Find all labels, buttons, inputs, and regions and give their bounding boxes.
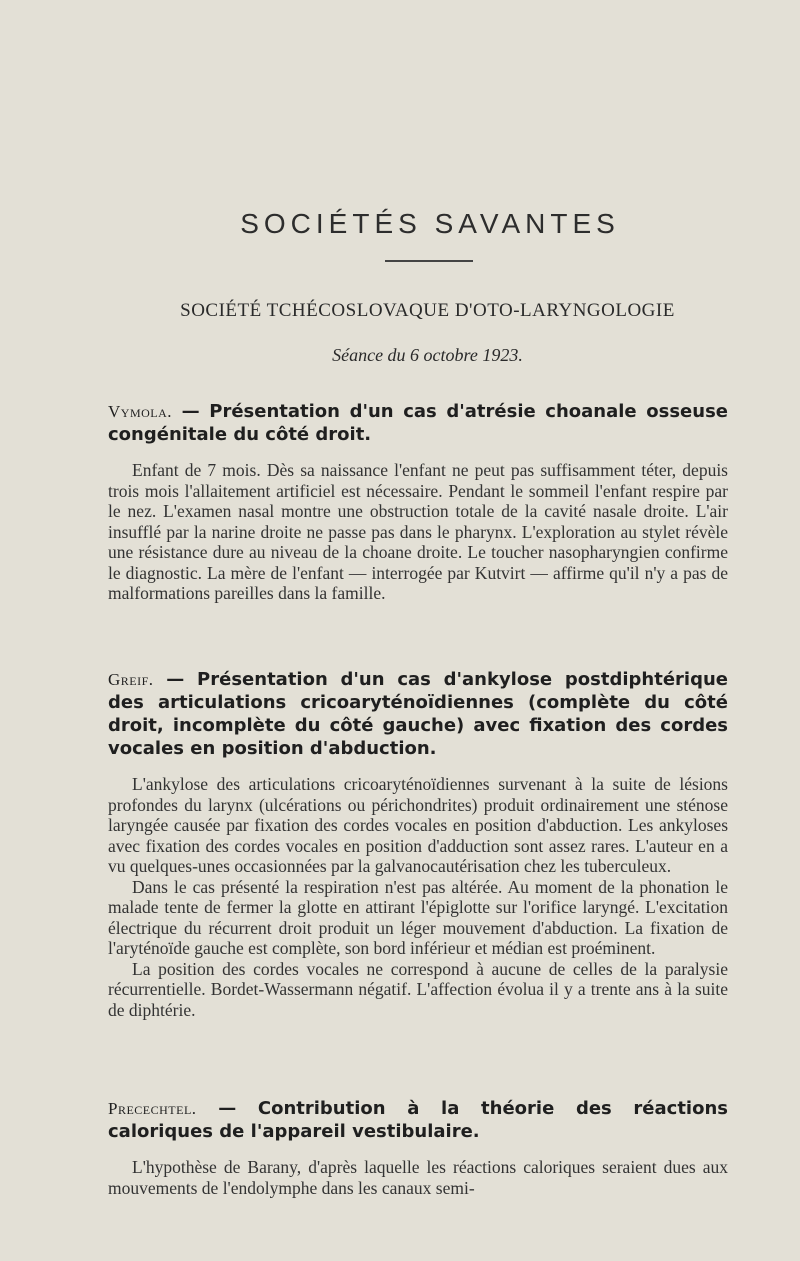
paragraph: La position des cordes vocales ne correspond à aucune de celles de la paralysie récurrentielle. Bordet-Wassermann négatif. L'affection évolua il y a trente ans à la suite de diphtérie. <box>108 958 728 1020</box>
section-title: — Contribution à la théorie des réactions caloriques de l'appareil vestibulaire. <box>108 1098 728 1142</box>
session-date: Séance du 6 octobre 1923. <box>332 345 523 365</box>
section-title: — Présentation d'un cas d'atrésie choanale osseuse congénitale du côté droit. <box>108 401 728 445</box>
section-vymola <box>108 400 728 604</box>
paragraph: L'hypothèse de Barany, d'après laquelle les réactions caloriques seraient dues aux mouvements de l'endolymphe dans les canaux semi- <box>108 1157 728 1198</box>
section-heading <box>108 668 728 760</box>
paragraph: L'ankylose des articulations cricoaryténoïdiennes survenant à la suite de lésions profondes du larynx (ulcérations ou périchondrites) produit ordinairement une sténose laryngée causée par fixation des cordes vocales en position d'abduction. Les ankyloses avec fixation des cordes vocales en position d'adduction sont assez rares. L'auteur en a vu quelques-unes occasionnées par la galvanocautérisation chez les tuberculeux. <box>108 774 728 876</box>
section-heading <box>108 400 728 446</box>
section-title: — Présentation d'un cas d'ankylose postdiphtérique des articulations cricoaryténoïdiennes (complète du côté droit, incomplète du côté gauche) avec fixation des cordes vocales en position d'abduction. <box>108 669 728 759</box>
author-name: Vymola. <box>108 402 173 421</box>
society-name: SOCIÉTÉ TCHÉCOSLOVAQUE D'OTO-LARYNGOLOGIE <box>180 300 675 321</box>
author-name: Precechtel. <box>108 1099 197 1118</box>
paragraph: Dans le cas présenté la respiration n'est pas altérée. Au moment de la phonation le malade tente de fermer la glotte en attirant l'épiglotte sur l'orifice laryngé. L'excitation électrique du récurrent droit produit un léger mouvement d'abduction. La fixation de l'aryténoïde gauche est complète, son bord inférieur et médian est proéminent. <box>108 876 728 958</box>
title-divider <box>385 260 473 262</box>
paragraph: Enfant de 7 mois. Dès sa naissance l'enfant ne peut pas suffisamment téter, depuis trois mois l'allaitement artificiel est nécessaire. Pendant le sommeil l'enfant respire par le nez. L'examen nasal montre une obstruction totale de la cavité nasale droite. L'air insufflé par la narine droite ne passe pas dans le pharynx. L'exploration au stylet révèle une résistance dure au niveau de la choane droite. Le toucher nasopharyngien confirme le diagnostic. La mère de l'enfant — interrogée par Kutvirt — affirme qu'il n'y a pas de malformations pareilles dans la famille. <box>108 460 728 603</box>
author-name: Greif. <box>108 670 154 689</box>
section-precechtel <box>108 1097 728 1198</box>
section-greif <box>108 668 728 1020</box>
page-title: SOCIÉTÉS SAVANTES <box>240 208 620 239</box>
section-heading <box>108 1097 728 1143</box>
